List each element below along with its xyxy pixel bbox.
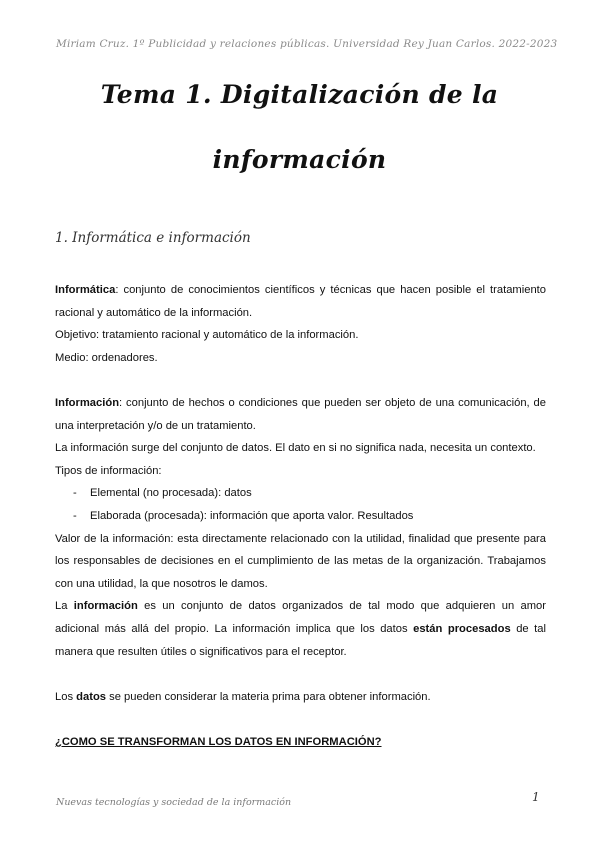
page-footer: Nuevas tecnologías y sociedad de la información [56, 797, 292, 808]
term-informacion: Información [55, 396, 120, 409]
spacer [55, 369, 546, 392]
paragraph-informacion [55, 392, 546, 437]
definition-informatica: : conjunto de conocimientos científicos y técnicas que hacen posible el tratamiento racional y automático de la información. [55, 284, 546, 319]
spacer [55, 708, 546, 731]
paragraph-objetivo: Objetivo: tratamiento racional y automático de la información. [55, 329, 359, 342]
list-item-text: Elemental (no procesada): datos [90, 487, 252, 500]
paragraph-surge: La información surge del conjunto de datos. El dato en si no significa nada, necesita un contexto. [55, 442, 536, 455]
page-title-line-1: Tema 1. Digitalización de la [100, 80, 499, 109]
paragraph-datos [55, 686, 546, 709]
dash-bullet-icon: - [73, 509, 77, 522]
list-item [55, 505, 546, 528]
paragraph-informacion-datos [55, 595, 546, 663]
text-run: es un conjunto de datos organizados de tal modo que adquieren un amor adicional más allá del propio. La información implica que los datos [55, 600, 546, 635]
text-run: de tal manera que resulten útiles o significativos para el receptor. [55, 622, 546, 658]
section-heading: 1. Informática e información [55, 230, 251, 246]
text-run: Los [55, 690, 77, 703]
list-item [55, 482, 546, 505]
text-run: se pueden considerar la materia prima para obtener información. [106, 690, 431, 703]
paragraph-medio: Medio: ordenadores. [55, 351, 158, 364]
definition-informacion: : conjunto de hechos o condiciones que pueden ser objeto de una comunicación, de una interpretación y/o de un tratamiento. [55, 396, 546, 432]
text-run: La [55, 600, 74, 613]
page-title-line-2: información [212, 145, 387, 174]
bold-run: información [73, 600, 138, 613]
paragraph-informatica [55, 279, 546, 324]
bold-run: están procesados [413, 622, 511, 635]
paragraph-valor: Valor de la información: esta directamente relacionado con la utilidad, finalidad que presente para los responsables de decisiones en el cumplimiento de las metas de la organización. Trabajamos con una utilidad, la que nosotros le damos. [55, 532, 546, 590]
dash-bullet-icon: - [73, 487, 77, 500]
bold-run: datos [76, 690, 106, 703]
page-header: Miriam Cruz. 1º Publicidad y relaciones públicas. Universidad Rey Juan Carlos. 2022-2023 [56, 38, 558, 50]
term-informatica: Informática [55, 284, 116, 296]
spacer [55, 663, 546, 686]
page-number: 1 [532, 790, 540, 804]
subheading-question: ¿COMO SE TRANSFORMAN LOS DATOS EN INFORMACIÓN? [55, 735, 382, 748]
paragraph-tipos: Tipos de información: [55, 464, 162, 477]
document-body [55, 279, 546, 753]
list-item-text: Elaborada (procesada): información que aporta valor. Resultados [90, 509, 414, 522]
